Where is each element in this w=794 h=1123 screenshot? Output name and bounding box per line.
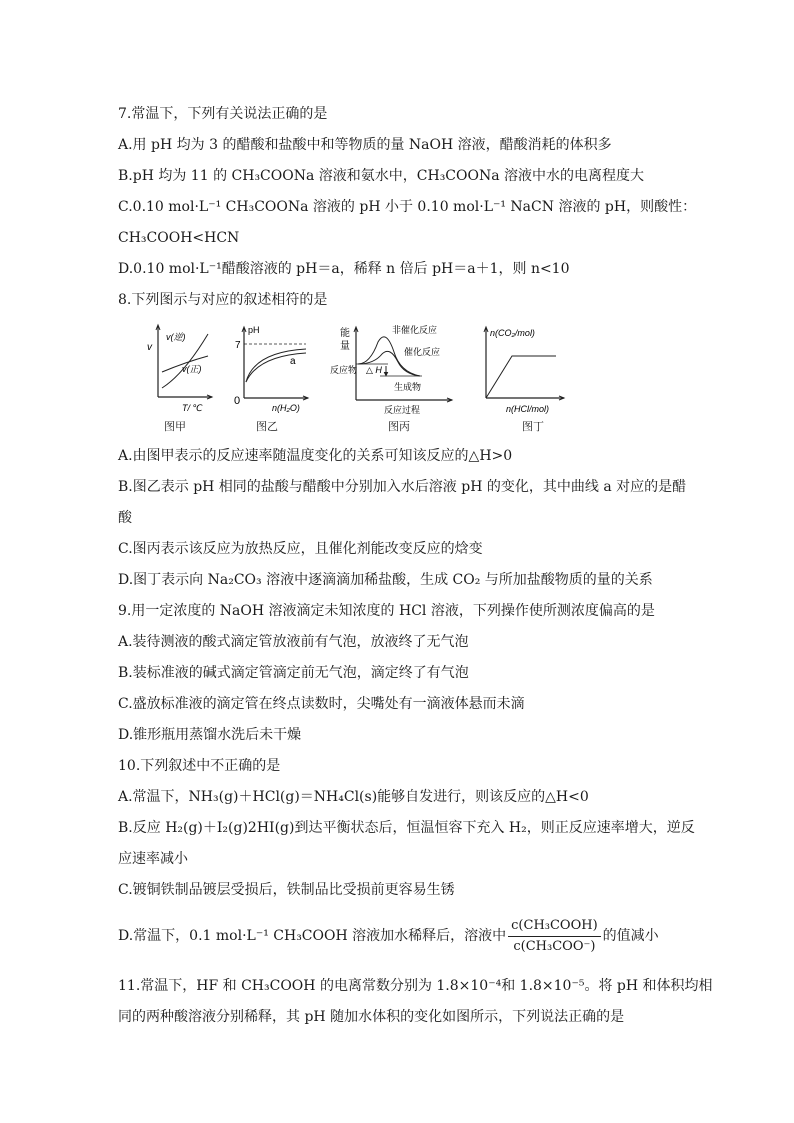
- q11-stem-line2: 同的两种酸溶液分别稀释，其 pH 随加水体积的变化如图所示，下列说法正确的是: [118, 1009, 625, 1025]
- q10-option-d-prefix: D.常温下，0.1 mol·L⁻¹ CH₃COOH 溶液加水稀释后，溶液中: [118, 928, 507, 944]
- q9-stem: 9.用一定浓度的 NaOH 溶液滴定未知浓度的 HCl 溶液，下列操作使所测浓度偏高的是: [118, 603, 655, 619]
- figure-jia-caption: 图甲: [164, 420, 186, 433]
- q9-option-b: B.装标准液的碱式滴定管滴定前无气泡，滴定终了有气泡: [118, 665, 469, 681]
- fraction-numerator: c(CH₃COOH): [508, 917, 601, 937]
- figure-ding-y-label: n(CO₂/mol): [490, 328, 535, 338]
- q9-option-d: D.锥形瓶用蒸馏水洗后未干燥: [118, 727, 302, 743]
- figure-bing-x-label: 反应过程: [384, 405, 421, 415]
- figure-bing-y-label-2: 量: [340, 341, 350, 352]
- figure-jia-curve-forward: v(正): [182, 364, 202, 374]
- figure-yi-tick-7: 7: [235, 340, 241, 351]
- q10-stem: 10.下列叙述中不正确的是: [118, 758, 281, 774]
- figure-yi-y-label: pH: [248, 325, 260, 335]
- q7-option-a: A.用 pH 均为 3 的醋酸和盐酸中和等物质的量 NaOH 溶液，醋酸消耗的体积多: [118, 137, 612, 153]
- q7-option-c-line2: CH₃COOH<HCN: [118, 230, 240, 246]
- figure-bing-reactant: 反应物: [330, 365, 358, 375]
- q10-option-b-line2: 应速率减小: [118, 851, 188, 867]
- figure-jia: [144, 322, 214, 414]
- q8-option-b-line2: 酸: [118, 510, 132, 526]
- figure-jia-graph: [144, 322, 214, 414]
- q10-option-a: A.常温下，NH₃(g)＋HCl(g)＝NH₄Cl(s)能够自发进行，则该反应的△H<0: [118, 789, 589, 805]
- fraction-denominator: c(CH₃COO⁻): [513, 938, 596, 954]
- figure-ding: [478, 322, 568, 414]
- q10-option-d-suffix: 的值减小: [602, 928, 659, 944]
- q8-option-c: C.图丙表示该反应为放热反应，且催化剂能改变反应的焓变: [118, 541, 483, 557]
- q9-option-a: A.装待测液的酸式滴定管放液前有气泡，放液终了无气泡: [118, 634, 469, 650]
- figure-ding-caption: 图丁: [522, 420, 544, 433]
- q10-option-b-line1: B.反应 H₂(g)＋I₂(g)2HI(g)到达平衡状态后，恒温恒容下充入 H₂，则正反应速率增大，逆反: [118, 820, 695, 836]
- figure-bing-product: 生成物: [394, 382, 422, 392]
- figure-jia-y-label: v: [147, 342, 152, 353]
- q7-option-b: B.pH 均为 11 的 CH₃COONa 溶液和氨水中，CH₃COONa 溶液中水的电离程度大: [118, 168, 645, 184]
- figure-ding-graph: [478, 322, 568, 414]
- q10-option-d: [118, 914, 659, 958]
- figure-yi: [232, 322, 312, 414]
- q11-stem-line1: 11.常温下，HF 和 CH₃COOH 的电离常数分别为 1.8×10⁻⁴和 1.8×10⁻⁵。将 pH 和体积均相: [118, 978, 713, 994]
- q10-option-c: C.镀铜铁制品镀层受损后，铁制品比受损前更容易生锈: [118, 882, 455, 898]
- q10-option-d-fraction: [508, 917, 601, 956]
- q8-stem: 8.下列图示与对应的叙述相符的是: [118, 292, 328, 308]
- figure-jia-x-label: T/ ℃: [182, 403, 203, 413]
- figure-yi-caption: 图乙: [256, 420, 278, 433]
- q8-option-b-line1: B.图乙表示 pH 相同的盐酸与醋酸中分别加入水后溶液 pH 的变化，其中曲线 a 对应的是醋: [118, 479, 687, 495]
- figure-yi-graph: [232, 322, 312, 414]
- figure-yi-curve-a: a: [290, 356, 296, 367]
- figure-bing-uncatalyzed: 非催化反应: [392, 325, 438, 335]
- q7-option-c-line1: C.0.10 mol·L⁻¹ CH₃COONa 溶液的 pH 小于 0.10 mol·L⁻¹ NaCN 溶液的 pH，则酸性：: [118, 199, 697, 215]
- figure-bing-graph: [330, 320, 460, 416]
- q8-option-d: D.图丁表示向 Na₂CO₃ 溶液中逐滴滴加稀盐酸，生成 CO₂ 与所加盐酸物质的量的关系: [118, 572, 653, 588]
- figure-bing: [330, 320, 460, 416]
- q9-option-c: C.盛放标准液的滴定管在终点读数时，尖嘴处有一滴液体悬而未滴: [118, 696, 525, 712]
- figure-bing-y-label-1: 能: [340, 328, 350, 339]
- figure-yi-origin: 0: [234, 395, 241, 407]
- figure-yi-x-label: n(H₂O): [272, 403, 300, 413]
- figure-ding-x-label: n(HCl/mol): [506, 404, 550, 414]
- figure-bing-catalyzed: 催化反应: [404, 347, 441, 357]
- figure-jia-curve-reverse: v(逆): [166, 332, 186, 342]
- figure-bing-delta-h: △ H: [366, 365, 382, 375]
- figure-bing-caption: 图丙: [388, 420, 410, 433]
- q7-stem: 7.常温下，下列有关说法正确的是: [118, 106, 328, 122]
- q7-option-d: D.0.10 mol·L⁻¹醋酸溶液的 pH＝a，稀释 n 倍后 pH＝a＋1，则 n<10: [118, 261, 570, 277]
- q8-option-a: A.由图甲表示的反应速率随温度变化的关系可知该反应的△H>0: [118, 448, 513, 464]
